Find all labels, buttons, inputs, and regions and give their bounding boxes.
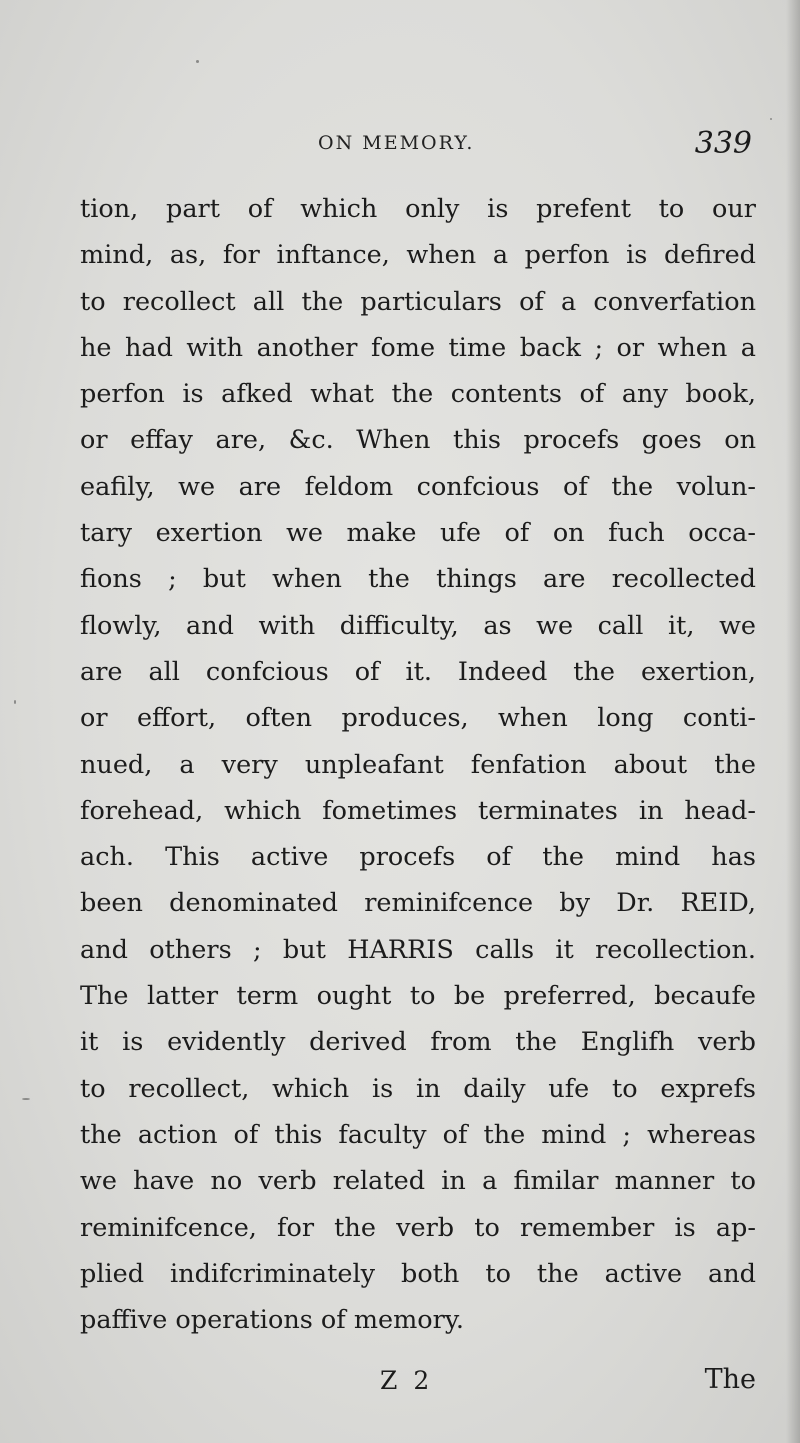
text-line: and others ; but HARRIS calls it recollection. bbox=[80, 934, 756, 965]
paper-speck bbox=[22, 1098, 30, 1100]
page-edge-shadow bbox=[786, 0, 800, 1443]
text-line: flowly, and with difficulty, as we call it, we bbox=[80, 610, 756, 641]
running-head bbox=[80, 126, 752, 176]
text-line: or effay are, &c. When this procefs goes on bbox=[80, 425, 756, 456]
text-line: forehead, which fometimes terminates in head- bbox=[80, 795, 756, 826]
text-line: nued, a very unpleafant fenfation about the bbox=[80, 749, 756, 780]
paper-speck bbox=[14, 700, 16, 704]
text-line: reminifcence, for the verb to remember is ap- bbox=[80, 1212, 756, 1243]
text-line: we have no verb related in a fimilar manner to bbox=[80, 1166, 756, 1197]
signature-mark: Z 2 bbox=[380, 1366, 434, 1395]
text-line: tion, part of which only is prefent to our bbox=[80, 194, 756, 224]
text-line: plied indifcriminately both to the active and bbox=[80, 1258, 756, 1289]
text-line: fions ; but when the things are recollected bbox=[80, 564, 756, 595]
text-line: it is evidently derived from the Englifh verb bbox=[80, 1027, 756, 1058]
text-line: ach. This active procefs of the mind has bbox=[80, 842, 756, 873]
body-text bbox=[80, 186, 756, 1343]
text-line: to recollect, which is in daily ufe to exprefs bbox=[80, 1073, 756, 1104]
running-title: ON MEMORY. bbox=[318, 132, 475, 154]
text-line: perfon is afked what the contents of any book, bbox=[80, 379, 756, 410]
catchword: The bbox=[704, 1364, 756, 1395]
text-line: tary exertion we make ufe of on fuch occa- bbox=[80, 518, 756, 549]
text-line: eafily, we are feldom confcious of the volun- bbox=[80, 471, 756, 502]
paper-speck bbox=[770, 118, 772, 120]
page-footer bbox=[80, 1360, 756, 1410]
text-line: mind, as, for inftance, when a perfon is defired bbox=[80, 240, 756, 271]
text-line: are all confcious of it. Indeed the exertion, bbox=[80, 656, 756, 687]
text-line: the action of this faculty of the mind ; whereas bbox=[80, 1119, 756, 1150]
text-line-last: paffive operations of memory. bbox=[80, 1305, 464, 1336]
text-line: he had with another fome time back ; or when a bbox=[80, 332, 756, 363]
text-line: The latter term ought to be preferred, becaufe bbox=[80, 981, 756, 1012]
text-line: or effort, often produces, when long conti- bbox=[80, 703, 756, 734]
text-line: to recollect all the particulars of a converfation bbox=[80, 286, 756, 317]
paper-speck bbox=[196, 60, 199, 63]
page-number: 339 bbox=[694, 126, 752, 161]
text-line: been denominated reminifcence by Dr. REID, bbox=[80, 888, 756, 919]
